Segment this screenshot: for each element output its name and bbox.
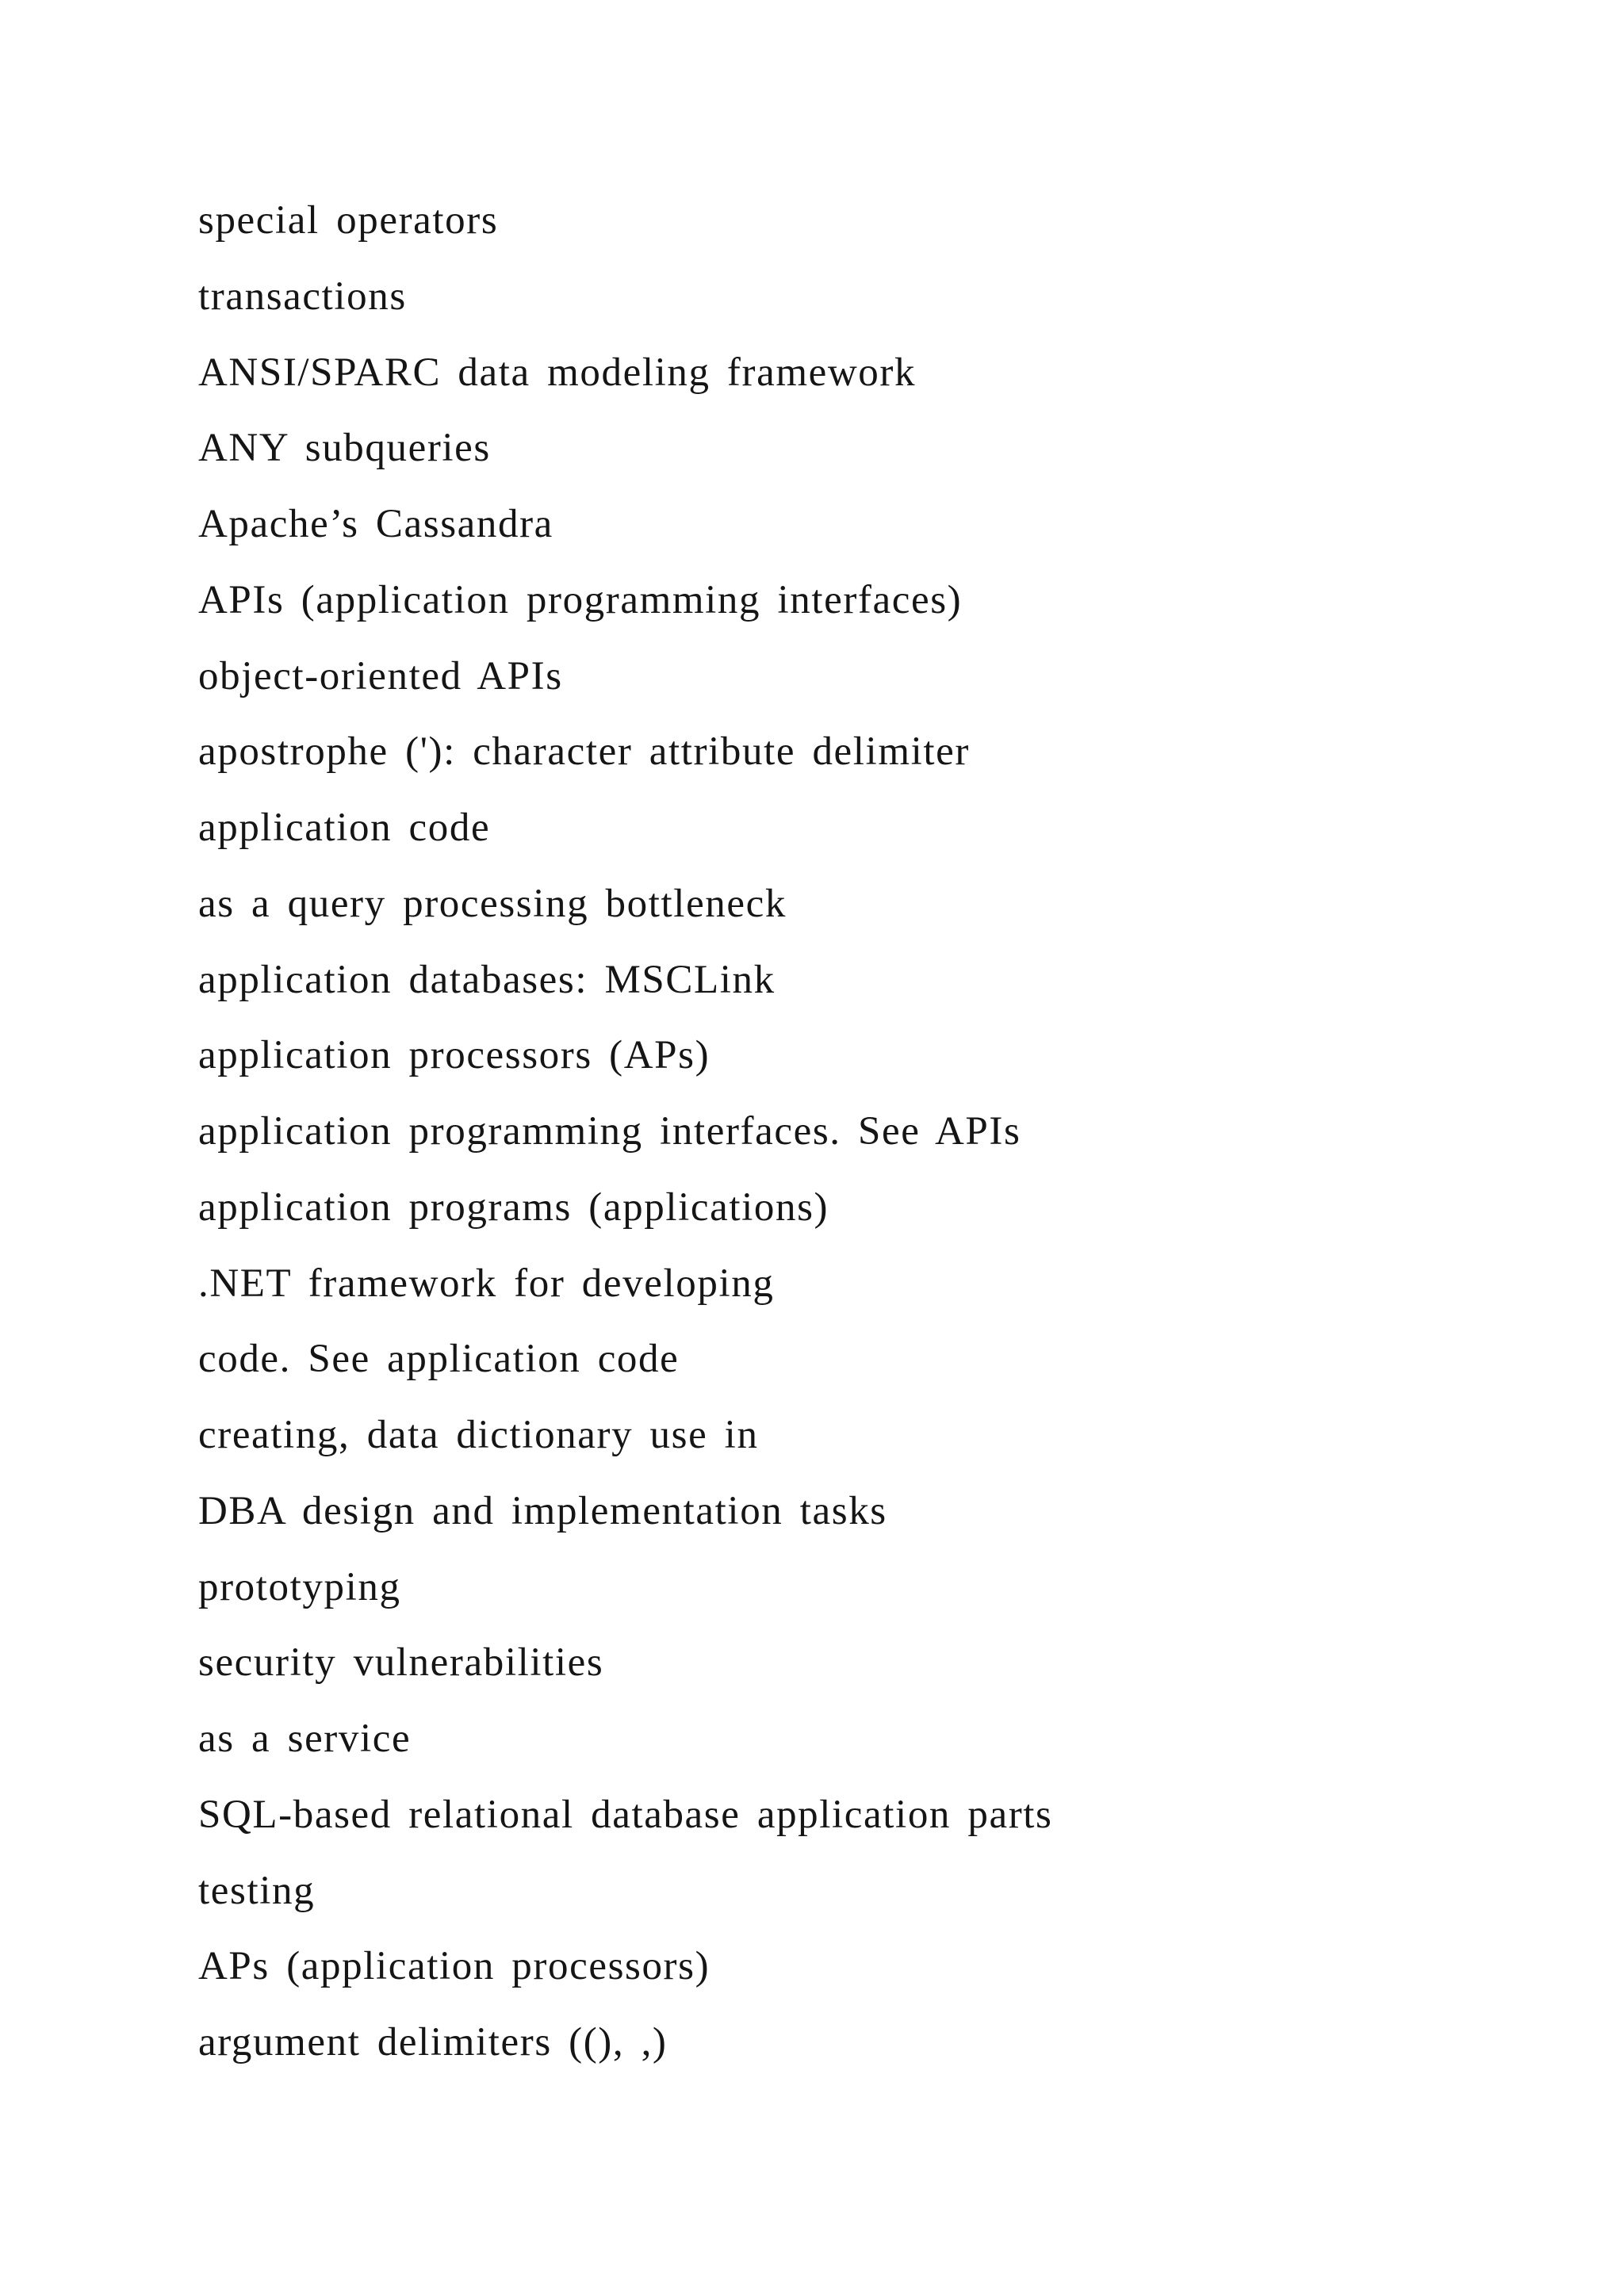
index-entry: application programs (applications): [198, 1184, 829, 1230]
index-entry: argument delimiters ((), ,): [198, 2020, 668, 2064]
index-entry: application code: [198, 806, 491, 850]
index-entry: APs (application processors): [198, 1944, 710, 1989]
index-entry: application programming interfaces. See APIs: [198, 1109, 1021, 1154]
index-entry: as a service: [198, 1716, 412, 1761]
index-entry: security vulnerabilities: [198, 1640, 604, 1686]
index-entry: Apache’s Cassandra: [198, 502, 553, 546]
index-entry: DBA design and implementation tasks: [198, 1488, 887, 1533]
index-entry: .NET framework for developing: [198, 1261, 775, 1306]
index-entry: application databases: MSCLink: [198, 957, 776, 1002]
index-entry: creating, data dictionary use in: [198, 1413, 759, 1457]
index-entry: application processors (APs): [198, 1033, 710, 1078]
index-entry: object-oriented APIs: [198, 653, 563, 698]
index-entry: prototyping: [198, 1564, 401, 1609]
index-entry-list: [198, 183, 1053, 2081]
index-entry: ANY subqueries: [198, 426, 491, 471]
index-entry: apostrophe ('): character attribute delimiter: [198, 729, 970, 775]
index-entry: SQL-based relational database application parts: [198, 1792, 1053, 1837]
index-entry: transactions: [198, 274, 407, 319]
index-entry: ANSI/SPARC data modeling framework: [198, 350, 917, 395]
index-entry: code. See application code: [198, 1337, 680, 1382]
index-entry: testing: [198, 1868, 316, 1913]
index-entry: special operators: [198, 198, 499, 243]
index-entry: as a query processing bottleneck: [198, 881, 787, 926]
index-entry: APIs (application programming interfaces): [198, 577, 963, 622]
